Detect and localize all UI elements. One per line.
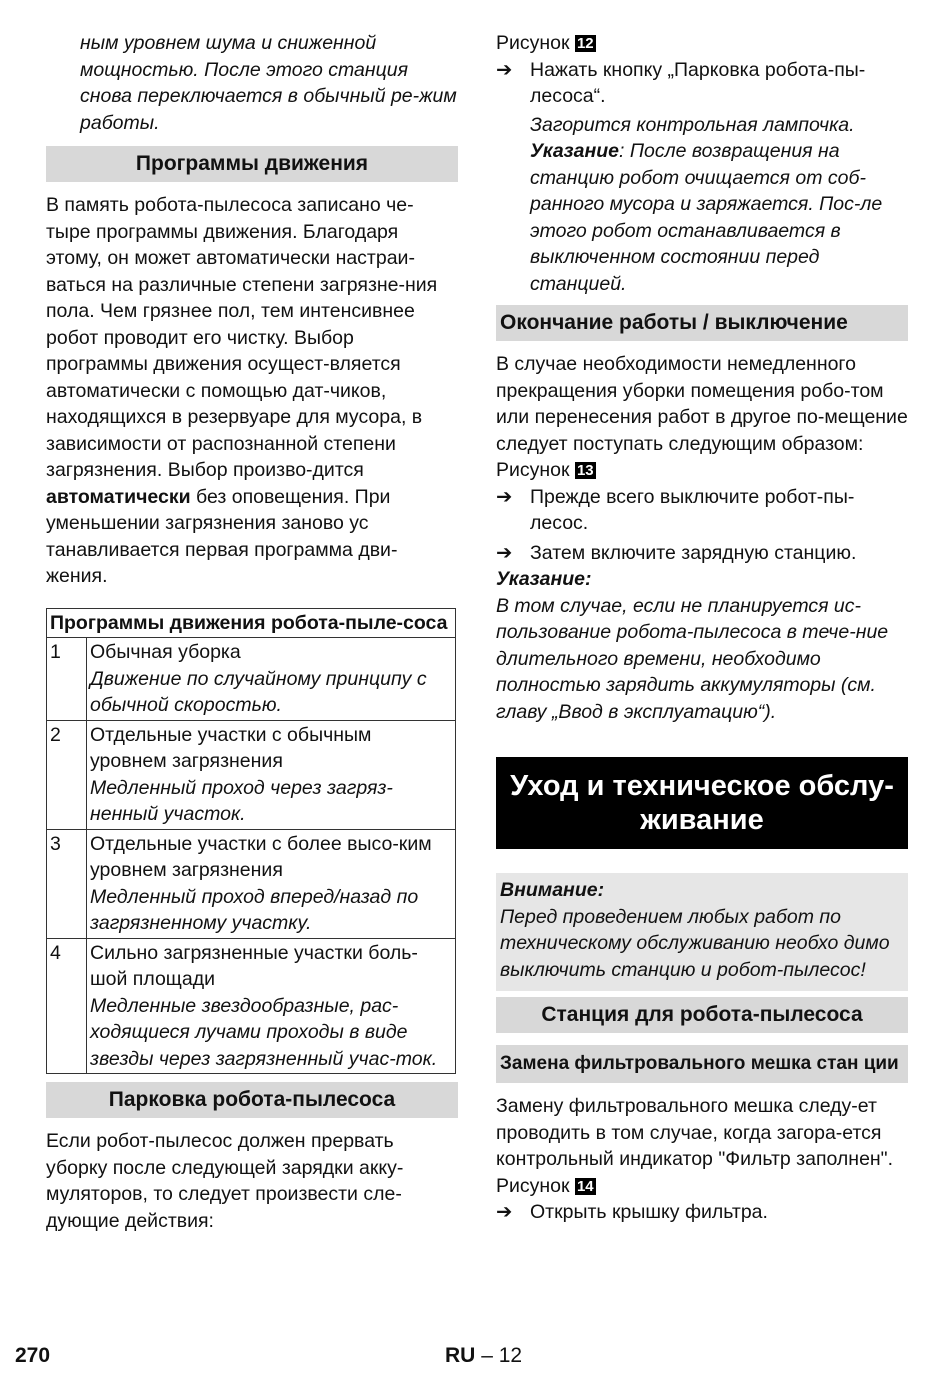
step-text: Нажать кнопку „Парковка робота-пы-лесоса“. — [530, 58, 866, 107]
row-content — [87, 938, 456, 1074]
page-number: 270 — [15, 1344, 51, 1367]
row-title: Сильно загрязненные участки боль-шой площади — [90, 941, 418, 990]
table-header-row — [47, 608, 456, 638]
step-text: Открыть крышку фильтра. — [530, 1201, 768, 1223]
heading-care-maintenance: Уход и техническое обслу-живание — [496, 757, 908, 849]
heading-shutdown: Окончание работы / выключение — [496, 305, 908, 341]
note-label: Указание: — [496, 568, 592, 590]
row-content — [87, 638, 456, 721]
filter-paragraph: Замену фильтровального мешка следу-ет проводить в том случае, когда загора-ется контрольный индикатор "Фильтр заполнен". — [496, 1095, 894, 1170]
row-content — [87, 720, 456, 829]
warning-label: Внимание: — [500, 879, 605, 901]
arrow-right-icon: ➔ — [496, 485, 513, 508]
arrow-right-icon: ➔ — [496, 58, 513, 81]
row-title: Отдельные участки с обычным уровнем загрязнения — [90, 723, 372, 772]
intro-paragraph: ным уровнем шума и сниженной мощностью. После этого станция снова переключается в обычный ре-жим работы. — [80, 32, 457, 134]
footer-dash: – — [481, 1344, 493, 1367]
row-description: Медленные звездообразные, рас-ходящиеся лучами проходы в виде звезды через загрязненный учас-ток. — [90, 994, 438, 1070]
heading-parking: Парковка робота-пылесоса — [46, 1082, 458, 1118]
arrow-right-icon: ➔ — [496, 541, 513, 564]
movement-programs-paragraph — [46, 192, 458, 590]
row-number: 1 — [47, 638, 87, 721]
step-text: Затем включите зарядную станцию. — [530, 541, 857, 564]
table-header: Программы движения робота-пыле-соса — [47, 608, 456, 638]
programs-text-part2: без оповещения. При уменьшении загрязнения заново ус танавливается первая программа дви-жения. — [46, 485, 398, 587]
section-page-number: 12 — [498, 1344, 523, 1367]
figure-number-badge: 14 — [576, 1177, 594, 1195]
programs-text-part1: В память робота-пылесоса записано че-тыре программы движения. Благодаря этому, он может автоматически настраи-ваться на различные степени загрязне-ния пола. Чем грязнее пол, тем интенсивнее робот проводит его чистку. Выбор программы движения осущест-вляется автоматически с помощью дат-чиков, находящихся в резервуаре для мусора, в зависимости от распознанной степени загрязнения. Выбор произво-дится — [46, 194, 438, 481]
figure-12-ref — [496, 30, 908, 57]
programs-table — [46, 608, 456, 1075]
note-after-return — [496, 138, 908, 297]
row-number: 2 — [47, 720, 87, 829]
figure-label: Рисунок — [496, 459, 570, 481]
step-result: Загорится контрольная лампочка. — [530, 113, 855, 136]
figure-13-ref — [496, 457, 908, 484]
row-title: Обычная уборка — [90, 641, 241, 663]
row-content — [87, 829, 456, 938]
figure-number-badge: 13 — [576, 462, 594, 479]
step-text: Прежде всего выключите робот-пы-лесос. — [530, 485, 855, 534]
language-code: RU — [445, 1344, 476, 1367]
step-open-filter-cover — [496, 1199, 908, 1226]
table-row — [47, 938, 456, 1074]
step-press-parking — [496, 57, 908, 110]
step-turn-off-robot — [496, 484, 908, 537]
figure-label: Рисунок — [496, 1174, 570, 1197]
figure-14-ref — [496, 1173, 908, 1200]
step-turn-on-station — [496, 540, 908, 567]
note-long-storage: В том случае, если не планируется ис-пользование робота-пылесоса в тече-ние длительного времени, необходимо полностью зарядить аккумуляторы (см. главу „Ввод в эксплуатацию“). — [496, 594, 889, 723]
footer-section — [445, 1343, 522, 1370]
note-label: Указание — [530, 140, 620, 162]
heading-filter-bag: Замена фильтровального мешка стан ции — [496, 1045, 908, 1083]
right-column — [496, 30, 908, 1226]
row-description: Движение по случайному принципу с обычной скоростью. — [90, 667, 427, 716]
row-description: Медленный проход вперед/назад по загрязненному участку. — [90, 885, 419, 934]
row-number: 3 — [47, 829, 87, 938]
programs-text-bold: автоматически — [46, 485, 191, 508]
warning-box — [496, 873, 908, 991]
table-row — [47, 829, 456, 938]
heading-movement-programs: Программы движения — [46, 146, 458, 182]
warning-text: Перед проведением любых работ по техническому обслуживанию необхо димо выключить станцию и робот-пылесос! — [500, 905, 890, 981]
table-row — [47, 638, 456, 721]
table-row — [47, 720, 456, 829]
row-title: Отдельные участки с более высо-ким уровнем загрязнения — [90, 832, 432, 881]
row-number: 4 — [47, 938, 87, 1074]
row-description: Медленный проход через загряз-ненный участок. — [90, 776, 393, 825]
note-text: : После возвращения на станцию робот очищается от соб-ранного мусора и заряжается. Пос-ле этого робот останавливается в выключенном состоянии перед станцией. — [530, 140, 883, 295]
left-column — [46, 30, 458, 1234]
arrow-right-icon: ➔ — [496, 1201, 513, 1223]
shutdown-paragraph: В случае необходимости немедленного прекращения уборки помещения робо-том или перенесения работ в другое по-мещение следует поступать следующим образом: — [496, 353, 908, 455]
figure-number-badge: 12 — [576, 35, 594, 52]
heading-station: Станция для робота-пылесоса — [496, 997, 908, 1033]
figure-label: Рисунок — [496, 32, 570, 54]
parking-paragraph: Если робот-пылесос должен прервать уборку после следующей зарядки акку-муляторов, то следует произвести сле-дующие действия: — [46, 1130, 404, 1232]
